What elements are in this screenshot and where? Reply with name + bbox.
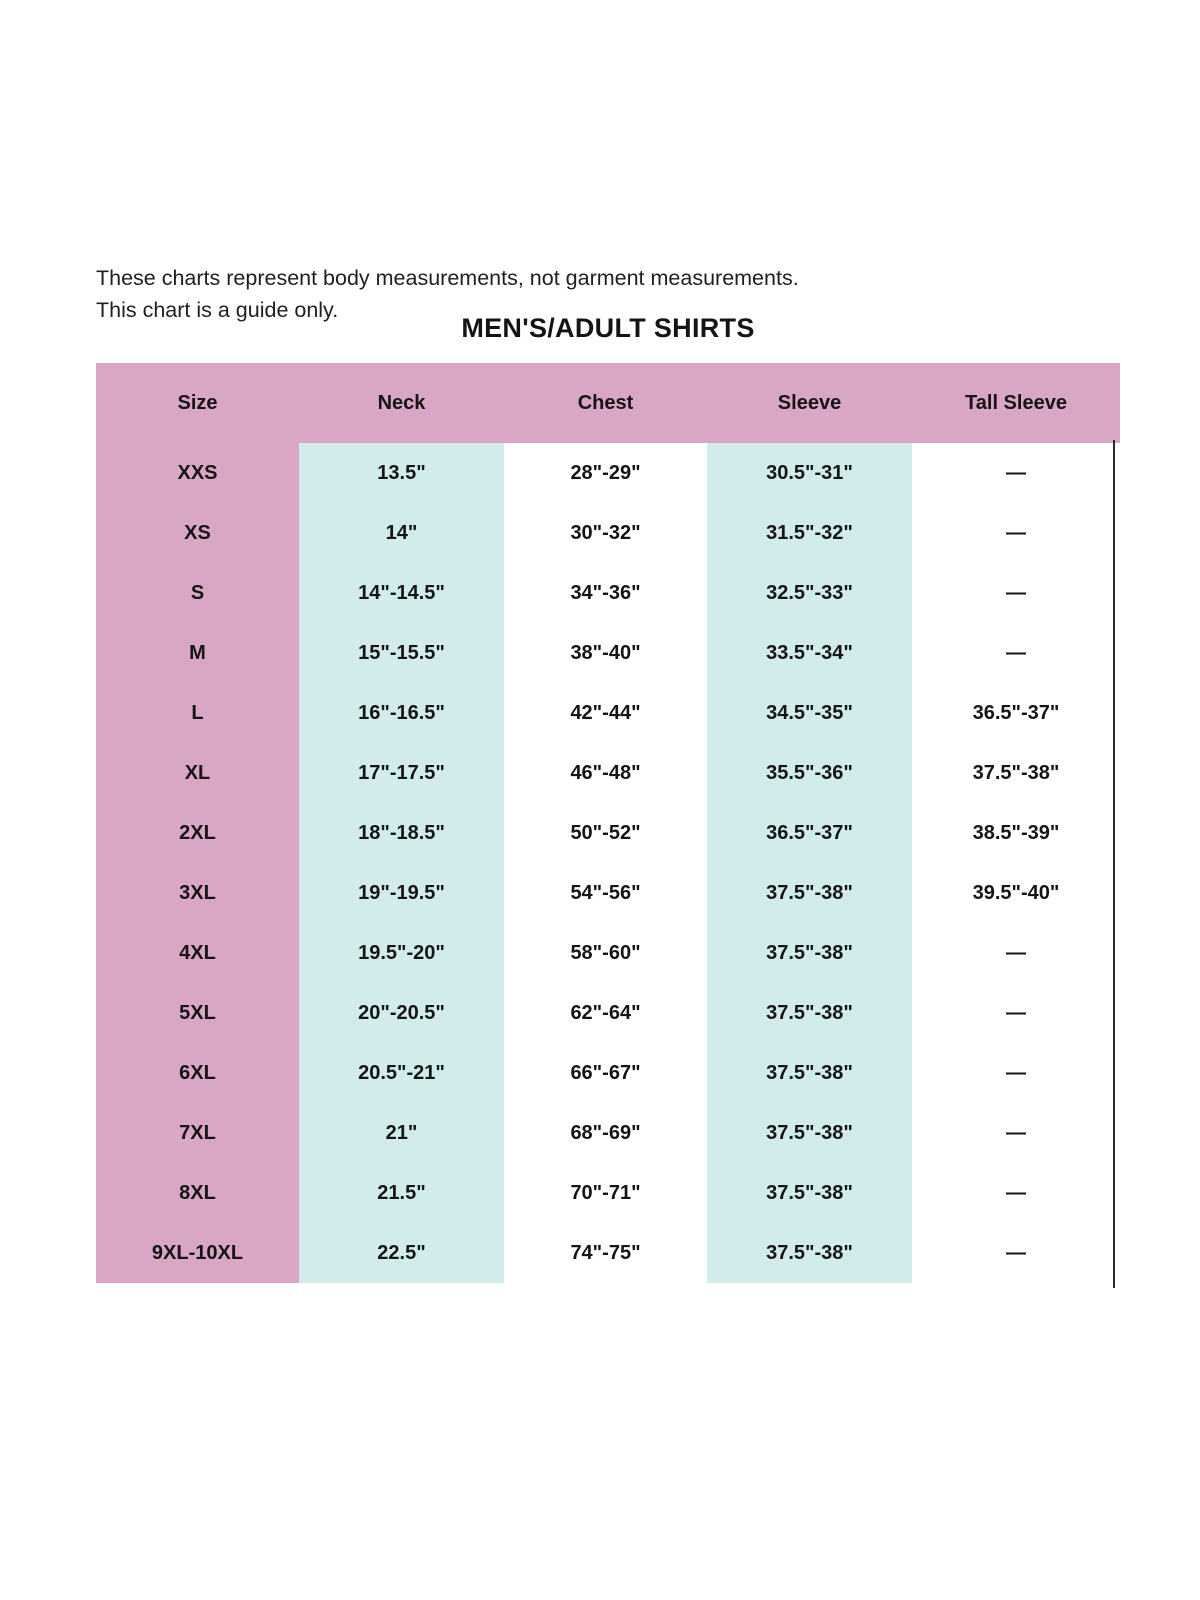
cell-sleeve: 37.5"-38" [707, 983, 912, 1043]
cell-size: 4XL [96, 923, 299, 983]
table-header-row [96, 363, 1120, 443]
cell-tall-sleeve: 39.5"-40" [912, 863, 1120, 923]
table-row [96, 503, 1120, 563]
cell-size: 9XL-10XL [96, 1223, 299, 1283]
table-row [96, 863, 1120, 923]
cell-sleeve: 35.5"-36" [707, 743, 912, 803]
cell-neck: 22.5" [299, 1223, 504, 1283]
column-header-neck: Neck [299, 363, 504, 443]
cell-neck: 16"-16.5" [299, 683, 504, 743]
table-row [96, 803, 1120, 863]
cell-chest: 54"-56" [504, 863, 707, 923]
cell-tall-sleeve: 36.5"-37" [912, 683, 1120, 743]
intro-line-1: These charts represent body measurements, not garment measurements. [96, 266, 799, 290]
cell-chest: 42"-44" [504, 683, 707, 743]
cell-neck: 20.5"-21" [299, 1043, 504, 1103]
cell-tall-sleeve: 38.5"-39" [912, 803, 1120, 863]
cell-tall-sleeve: — [912, 1043, 1120, 1103]
cell-size: 6XL [96, 1043, 299, 1103]
table-row [96, 1163, 1120, 1223]
cell-sleeve: 37.5"-38" [707, 1163, 912, 1223]
cell-tall-sleeve: — [912, 563, 1120, 623]
cell-chest: 28"-29" [504, 443, 707, 503]
column-header-sleeve: Sleeve [707, 363, 912, 443]
cell-sleeve: 36.5"-37" [707, 803, 912, 863]
cell-sleeve: 37.5"-38" [707, 1223, 912, 1283]
intro-line-2: This chart is a guide only. [96, 298, 339, 322]
cell-chest: 38"-40" [504, 623, 707, 683]
table-header [96, 363, 1120, 443]
table-body [96, 443, 1120, 1283]
cell-size: 8XL [96, 1163, 299, 1223]
table-row [96, 1103, 1120, 1163]
cell-chest: 70"-71" [504, 1163, 707, 1223]
cell-sleeve: 37.5"-38" [707, 1043, 912, 1103]
cell-neck: 14"-14.5" [299, 563, 504, 623]
cell-sleeve: 30.5"-31" [707, 443, 912, 503]
cell-chest: 66"-67" [504, 1043, 707, 1103]
table-row [96, 443, 1120, 503]
table-row [96, 743, 1120, 803]
cell-tall-sleeve: — [912, 923, 1120, 983]
table-row [96, 1043, 1120, 1103]
cell-neck: 21.5" [299, 1163, 504, 1223]
cell-neck: 18"-18.5" [299, 803, 504, 863]
table-row [96, 923, 1120, 983]
column-header-size: Size [96, 363, 299, 443]
cell-sleeve: 34.5"-35" [707, 683, 912, 743]
table-row [96, 1223, 1120, 1283]
cell-tall-sleeve: — [912, 1103, 1120, 1163]
cell-sleeve: 37.5"-38" [707, 863, 912, 923]
cell-tall-sleeve: — [912, 1163, 1120, 1223]
cell-sleeve: 33.5"-34" [707, 623, 912, 683]
table-row [96, 623, 1120, 683]
cell-tall-sleeve: — [912, 623, 1120, 683]
cell-chest: 30"-32" [504, 503, 707, 563]
cell-neck: 21" [299, 1103, 504, 1163]
cell-tall-sleeve: 37.5"-38" [912, 743, 1120, 803]
table-row [96, 563, 1120, 623]
cell-chest: 50"-52" [504, 803, 707, 863]
cell-neck: 20"-20.5" [299, 983, 504, 1043]
cell-sleeve: 37.5"-38" [707, 923, 912, 983]
cell-neck: 19.5"-20" [299, 923, 504, 983]
cell-chest: 62"-64" [504, 983, 707, 1043]
cell-neck: 15"-15.5" [299, 623, 504, 683]
cell-tall-sleeve: — [912, 1223, 1120, 1283]
cell-sleeve: 32.5"-33" [707, 563, 912, 623]
cell-size: 5XL [96, 983, 299, 1043]
cell-chest: 68"-69" [504, 1103, 707, 1163]
cell-size: S [96, 563, 299, 623]
cell-neck: 13.5" [299, 443, 504, 503]
column-header-tall-sleeve: Tall Sleeve [912, 363, 1120, 443]
cell-chest: 58"-60" [504, 923, 707, 983]
cell-size: 2XL [96, 803, 299, 863]
cell-tall-sleeve: — [912, 443, 1120, 503]
cell-chest: 46"-48" [504, 743, 707, 803]
cell-size: L [96, 683, 299, 743]
column-header-chest: Chest [504, 363, 707, 443]
cell-size: M [96, 623, 299, 683]
cell-size: 7XL [96, 1103, 299, 1163]
table-row [96, 683, 1120, 743]
size-table [96, 363, 1120, 1283]
cell-neck: 17"-17.5" [299, 743, 504, 803]
page-title: MEN'S/ADULT SHIRTS [461, 313, 755, 343]
cell-tall-sleeve: — [912, 983, 1120, 1043]
cell-size: XL [96, 743, 299, 803]
size-table-wrapper [96, 363, 1120, 1283]
cell-chest: 34"-36" [504, 563, 707, 623]
table-right-rule [1113, 440, 1115, 1288]
cell-chest: 74"-75" [504, 1223, 707, 1283]
cell-sleeve: 31.5"-32" [707, 503, 912, 563]
table-row [96, 983, 1120, 1043]
cell-neck: 19"-19.5" [299, 863, 504, 923]
cell-size: XXS [96, 443, 299, 503]
cell-sleeve: 37.5"-38" [707, 1103, 912, 1163]
cell-size: 3XL [96, 863, 299, 923]
cell-neck: 14" [299, 503, 504, 563]
cell-tall-sleeve: — [912, 503, 1120, 563]
cell-size: XS [96, 503, 299, 563]
